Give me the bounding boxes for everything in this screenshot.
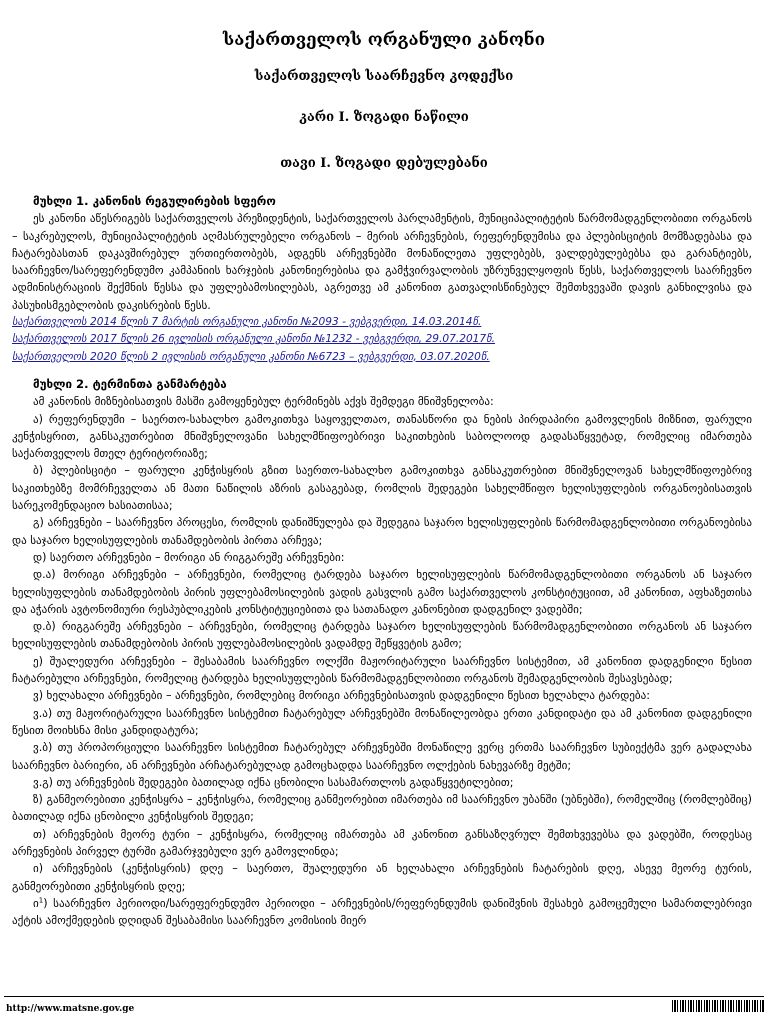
amendment-link[interactable]: საქართველოს 2014 წლის 7 მარტის ორგანული კანონი №2093 - ვებგვერდი, 14.03.2014წ. — [12, 316, 482, 329]
definition-item: გ) არჩევნები – საარჩევნო პროცესი, რომლის დანიშნულება და შედეგია საჯარო ხელისუფლების წარმომადგენლობითი ორგანოებისა და საჯარო ხელისუფლების თანამდებობის პირთა არჩევა; — [12, 516, 752, 547]
definition-item: ბ) პლებისციტი – ფარული კენჭისყრის გზით საერთო-სახალხო გამოკითხვა განსაკუთრებით მნიშვნელოვან სახელმწიფოებრივ საკითხებზე მომრჩეველთა ან მათი ნაწილის აზრის გასაგებად, რომლის შედეგები სახელმწიფო ხელისუფლების ორგანოებისათვის სარეკომენდაციო ხასიათისაა; — [12, 464, 752, 513]
article-1-text: ეს კანონი აწესრიგებს საქართველოს პრეზიდენტის, საქართველოს პარლამენტის, მუნიციპალიტეტის წარმომადგენლობითი ორგანოს – საკრებულოს, მუნიციპალიტეტის აღმასრულებელი ორგანოს – მერის არჩევნების, რეფერენდუმისა და პლებისციტის მომზადებასა და ჩატარებასთან დაკავშირებულ ურთიერთობებს, ადგენს არჩევნებში მონაწილეთა უფლებებს, ვალდებულებებსა და გარანტიებს, საარჩევნო/სარეფერენდუმო კამპანიის ხარჯების კანონიერებისა და გამჭვირვალობის უზრუნველყოფის წესს, საქართველოს საარჩევნო ადმინისტრაციის შექმნის წესსა და უფლებამოსილებას, აგრეთვე ამ კანონით გათვალისწინებულ შემთხვევაში დავის განხილვისა და პასუხისმგებლობის დაკისრების წესს. — [12, 212, 752, 312]
definition-item: ი) არჩევნების (კენჭისყრის) დღე – საერთო, შუალედური ან ხელახალი არჩევნების ჩატარების დღე, ასევე მეორე ტურის, განმეორებითი კენჭისყრის დღე; — [12, 862, 752, 893]
chapter-heading: თავი I. ზოგადი დებულებანი — [280, 156, 488, 171]
definition-item: ვ.ა) თუ მაჟორიტარული საარჩევნო სისტემით ჩატარებულ არჩევნებში მონაწილეობდა ერთი კანდიდატი და ამ კანონით დადგენილი წესით მოიხსნა მისი კანდიდატურა; — [12, 706, 752, 737]
definition-item-last — [12, 895, 752, 930]
definition-item: ე) შუალედური არჩევნები – შესაბამის საარჩევნო ოლქში მაჟორიტარული საარჩევნო სისტემით, ამ კანონით დადგენილი წესით ჩატარებული არჩევნები, რომელიც ტარდება ხელისუფლების წარმომადგენლობითი ორგანოს შემადგენლობის შესავსებად; — [12, 654, 752, 686]
article-2-heading: მუხლი 2. ტერმინთა განმარტება — [33, 376, 227, 391]
definition-item: ზ) განმეორებითი კენჭისყრა – კენჭისყრა, რომელიც განმეორებით იმართება იმ საარჩევნო უბანში (უბნებში), რომელშიც (რომლებშიც) ბათილად იქნა ცნობილი კენჭისყრის შედეგი; — [12, 793, 752, 824]
definition-item: დ.ბ) რიგგარეშე არჩევნები – არჩევნები, რომელიც ტარდება საჯარო ხელისუფლების წარმომადგენლობითი ორგანოს ან საჯარო ხელისუფლების თანამდებობის პირის უფლებამოსილების ვადამდე შეწყვეტის გამო; — [12, 620, 752, 651]
footer-url[interactable]: http://www.matsne.gov.ge — [6, 1004, 135, 1014]
article-1-heading: მუხლი 1. კანონის რეგულირების სფერო — [33, 194, 276, 208]
definition-item: ვ.გ) თუ არჩევნების შედეგები ბათილად იქნა ცნობილი სასამართლოს გადაწყვეტილებით; — [33, 775, 514, 789]
definition-item: ა) რეფერენდუმი – საერთო-სახალხო გამოკითხვა საყოველთაო, თანასწორი და ნების პირდაპირი გამოვლენის მიზნით, ფარული კენჭისყრით, განსაკუთრებით მნიშვნელოვანი სახელმწიფოებრივი საკითხების საბოლოოდ გადასაწყვეტად, რომელიც იმართება საქართველოს მთელ ტერიტორიაზე; — [12, 412, 752, 461]
amendment-link[interactable]: საქართველოს 2017 წლის 26 ივლისის ორგანული კანონი №1232 - ვებგვერდი, 29.07.2017წ. — [12, 333, 496, 346]
definition-item: დ) საერთო არჩევნები – მორიგი ან რიგგარეშე არჩევნები: — [33, 550, 345, 564]
definition-item: დ.ა) მორიგი არჩევნები – არჩევნები, რომელიც ტარდება საჯარო ხელისუფლების წარმომადგენლობითი ორგანოს ან საჯარო ხელისუფლების თანამდებობის პირის უფლებამოსილების ვადის გასვლის გამო საქართველოს კონსტიტუციით, ამ კანონით, აფხაზეთისა და აჭარის ავტონომიური რესპუბლიკების კონსტიტუციებითა და სათანადო კანონებით დადგენილ ვადებში; — [12, 568, 752, 616]
item-letter: ი — [33, 896, 39, 910]
item-superscript: 1 — [38, 896, 44, 905]
law-type-title: საქართველოს ორგანული კანონი — [222, 30, 546, 50]
definition-item: ვ.ბ) თუ პროპორციული საარჩევნო სისტემით ჩატარებულ არჩევნებში მონაწილე ვერც ერთმა საარჩევნო სუბიექტმა ვერ გადალახა საარჩევნო ბარიერი, ან არჩევნები არჩატარებულად გამოცხადდა საარჩევნო ოლქების ნახევარზე მეტში; — [12, 741, 752, 772]
amendment-link[interactable]: საქართველოს 2020 წლის 2 ივლისის ორგანული კანონი №6723 – ვებგვერდი, 03.07.2020წ. — [12, 350, 490, 363]
barcode-icon — [672, 1000, 764, 1012]
definition-item: თ) არჩევნების მეორე ტური – კენჭისყრა, რომელიც იმართება ამ კანონით განსაზღვრულ შემთხვევებსა და ვადებში, როდესაც არჩევნების პირველ ტურში გამარჯვებული ვერ გამოვლინდა; — [12, 827, 752, 858]
footer-divider — [4, 996, 764, 997]
document-body — [12, 193, 752, 929]
item-text: ) საარჩევნო პერიოდი/სარეფერენდუმო პერიოდი – არჩევნების/რეფერენდუმის დანიშვნის შესახებ გამოცემული სამართლებრივი აქტის ამოქმედების დღიდან შესაბამისი საარჩევნო კომისიის მიერ — [12, 896, 752, 928]
article-2-intro: ამ კანონის მიზნებისათვის მასში გამოყენებულ ტერმინებს აქვს შემდეგი მნიშვნელობა: — [33, 395, 494, 409]
definition-item: ვ) ხელახალი არჩევნები – არჩევნები, რომლებიც მორიგი არჩევნებისათვის დადგენილი წესით ხელახლა ტარდება: — [33, 689, 651, 703]
part-heading: კარი I. ზოგადი ნაწილი — [299, 110, 469, 125]
code-title: საქართველოს საარჩევნო კოდექსი — [254, 69, 514, 84]
